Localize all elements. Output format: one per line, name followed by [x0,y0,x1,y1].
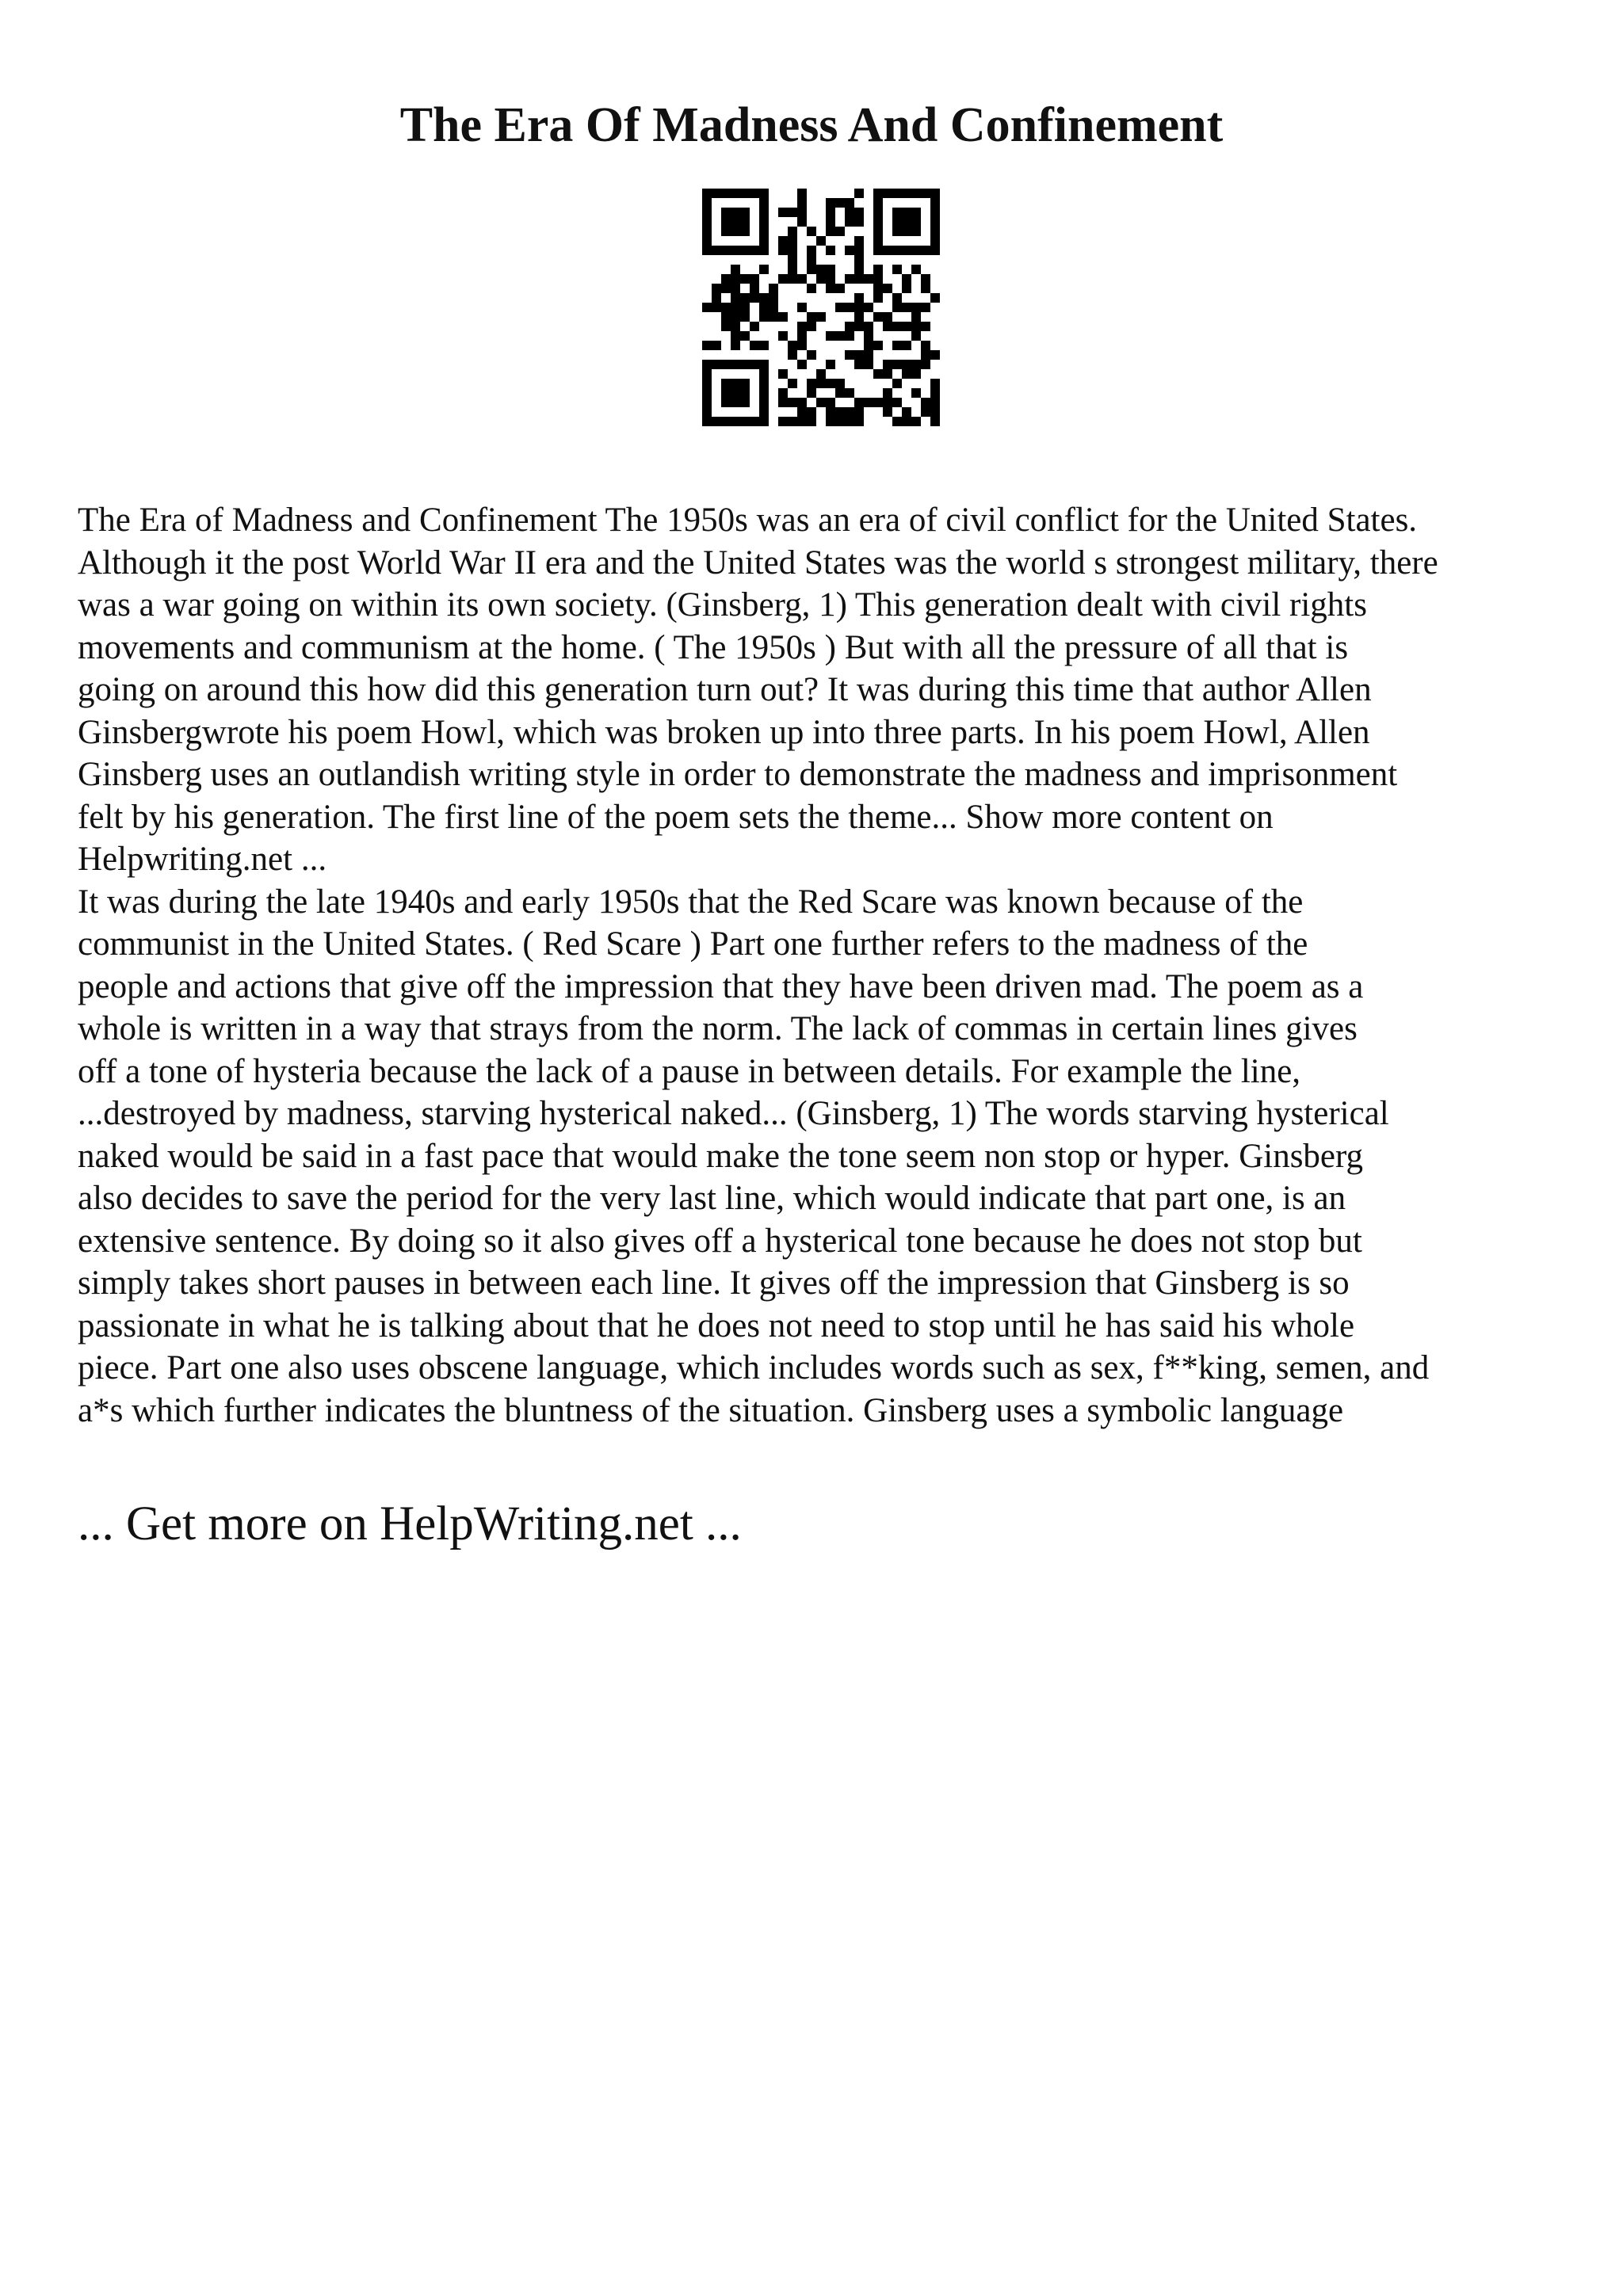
essay-body [78,499,1568,1432]
body-line: Ginsbergwrote his poem Howl, which was broken up into three parts. In his poem Howl, Allen [78,713,1370,751]
body-line: whole is written in a way that strays from the norm. The lack of commas in certain lines gives [78,1010,1358,1047]
body-line: piece. Part one also uses obscene language, which includes words such as sex, f**king, semen, and [78,1349,1430,1386]
body-line: felt by his generation. The first line of the poem sets the theme... Show more content on [78,798,1274,836]
body-line: The Era of Madness and Confinement The 1950s was an era of civil conflict for the United States. [78,502,1418,539]
qr-code-icon [702,189,940,426]
body-line: Helpwriting.net ... [78,841,327,878]
document-title: The Era Of Madness And Confinement [399,98,1224,152]
body-line: off a tone of hysteria because the lack of a pause in between details. For example the line, [78,1052,1301,1090]
body-line: people and actions that give off the impression that they have been driven mad. The poem as a [78,967,1364,1005]
body-line: simply takes short pauses in between each line. It gives off the impression that Ginsberg is so [78,1264,1350,1302]
body-line: communist in the United States. ( Red Scare ) Part one further refers to the madness of the [78,925,1308,963]
body-line: extensive sentence. By doing so it also gives off a hysterical tone because he does not stop but [78,1222,1362,1260]
body-line: It was during the late 1940s and early 1950s that the Red Scare was known because of the [78,883,1304,921]
body-line: also decides to save the period for the very last line, which would indicate that part one, is an [78,1180,1346,1217]
body-line: a*s which further indicates the bluntness of the situation. Ginsberg uses a symbolic language [78,1391,1344,1429]
get-more-link[interactable]: ... Get more on HelpWriting.net ... [78,1497,742,1550]
body-line: naked would be said in a fast pace that would make the tone seem non stop or hyper. Ginsberg [78,1137,1364,1175]
body-line: passionate in what he is talking about that he does not need to stop until he has said his whole [78,1306,1355,1344]
body-line: movements and communism at the home. ( The 1950s ) But with all the pressure of all that is [78,628,1349,666]
body-line: going on around this how did this generation turn out? It was during this time that author Allen [78,671,1372,708]
body-line: was a war going on within its own society. (Ginsberg, 1) This generation dealt with civil rights [78,586,1367,624]
body-line: Although it the post World War II era and the United States was the world s strongest military, there [78,543,1438,582]
body-line: Ginsberg uses an outlandish writing style in order to demonstrate the madness and imprisonment [78,756,1398,793]
body-line: ...destroyed by madness, starving hysterical naked... (Ginsberg, 1) The words starving hysterical [78,1095,1389,1132]
